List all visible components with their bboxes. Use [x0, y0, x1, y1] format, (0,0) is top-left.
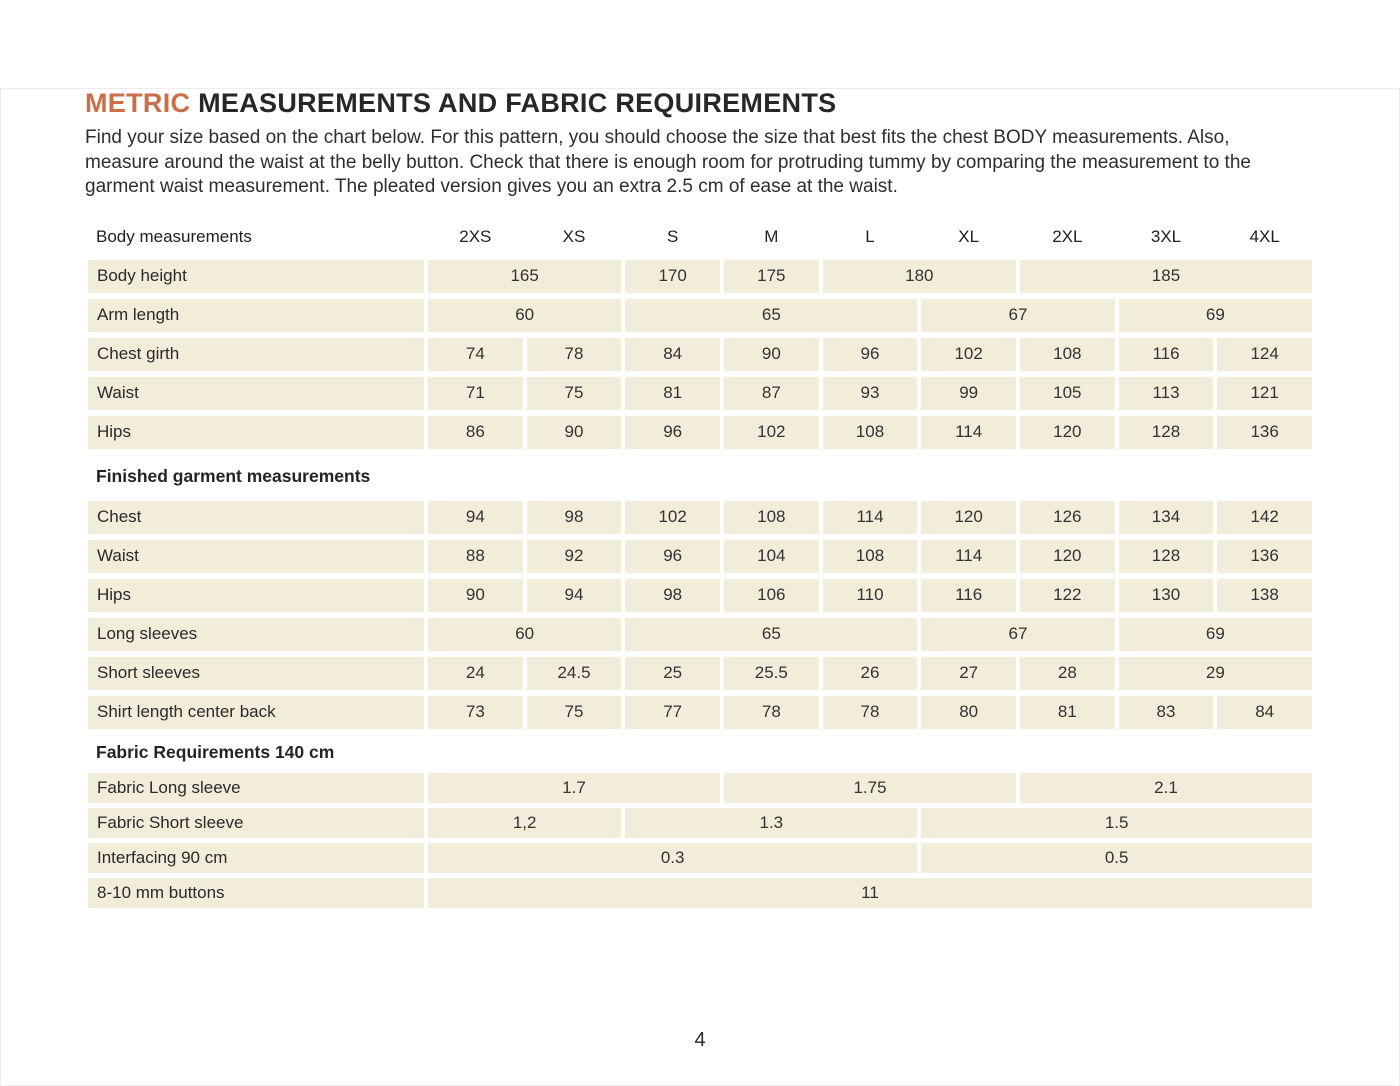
- value-cell: 90: [724, 338, 819, 371]
- value-cell: 113: [1119, 377, 1214, 410]
- value-cell: 128: [1119, 540, 1214, 573]
- value-cell: 105: [1020, 377, 1115, 410]
- value-cell: 124: [1217, 338, 1312, 371]
- value-cell: 26: [823, 657, 918, 690]
- row-label: Waist: [88, 540, 424, 573]
- row-label: Hips: [88, 579, 424, 612]
- value-cell: 108: [724, 501, 819, 534]
- value-cell: 77: [625, 696, 720, 729]
- value-cell: 84: [1217, 696, 1312, 729]
- value-cell: 96: [625, 416, 720, 449]
- table-section: [88, 773, 1312, 908]
- value-cell: 108: [1020, 338, 1115, 371]
- value-cell: 122: [1020, 579, 1115, 612]
- value-cell: 108: [823, 416, 918, 449]
- value-cell: 142: [1217, 501, 1312, 534]
- value-cell: 11: [428, 878, 1312, 908]
- value-cell: 114: [823, 501, 918, 534]
- row-label: Hips: [88, 416, 424, 449]
- row-label: Short sleeves: [88, 657, 424, 690]
- value-cell: 99: [921, 377, 1016, 410]
- value-cell: 0.3: [428, 843, 917, 873]
- value-cell: 185: [1020, 260, 1312, 293]
- value-cell: 106: [724, 579, 819, 612]
- value-cell: 88: [428, 540, 523, 573]
- value-cell: 25: [625, 657, 720, 690]
- value-cell: 73: [428, 696, 523, 729]
- value-cell: 1.3: [625, 808, 917, 838]
- value-cell: 65: [625, 618, 917, 651]
- value-cell: 2.1: [1020, 773, 1312, 803]
- value-cell: 67: [921, 299, 1114, 332]
- row-label: Chest girth: [88, 338, 424, 371]
- size-header-row: [88, 227, 1312, 247]
- value-cell: 84: [625, 338, 720, 371]
- column-header-size: S: [666, 226, 679, 246]
- value-cell: 121: [1217, 377, 1312, 410]
- row-label: Shirt length center back: [88, 696, 424, 729]
- value-cell: 120: [921, 501, 1016, 534]
- value-cell: 27: [921, 657, 1016, 690]
- value-cell: 98: [625, 579, 720, 612]
- value-cell: 138: [1217, 579, 1312, 612]
- value-cell: 108: [823, 540, 918, 573]
- column-header-size: 2XS: [459, 226, 492, 246]
- value-cell: 110: [823, 579, 918, 612]
- document-page: [0, 88, 1400, 1086]
- value-cell: 94: [428, 501, 523, 534]
- value-cell: 120: [1020, 540, 1115, 573]
- value-cell: 65: [625, 299, 917, 332]
- value-cell: 87: [724, 377, 819, 410]
- value-cell: 102: [724, 416, 819, 449]
- value-cell: 94: [527, 579, 622, 612]
- value-cell: 114: [921, 416, 1016, 449]
- value-cell: 86: [428, 416, 523, 449]
- intro-paragraph: Find your size based on the chart below. For this pattern, you should choose the size that best fits the chest BODY measurements. Also, measure around the waist at the belly button. Check that there is enough room for protruding tummy by comparing the measurement to the garment waist measurement. The pleated version gives you an extra 2.5 cm of ease at the waist.: [85, 127, 1251, 198]
- row-label: Body height: [88, 260, 424, 293]
- value-cell: 114: [921, 540, 1016, 573]
- value-cell: 130: [1119, 579, 1214, 612]
- row-label: Arm length: [88, 299, 424, 332]
- title-accent-word: METRIC: [85, 88, 191, 118]
- value-cell: 170: [625, 260, 720, 293]
- page-title: [85, 88, 1400, 119]
- size-chart-table: [88, 227, 1312, 908]
- value-cell: 29: [1119, 657, 1312, 690]
- value-cell: 28: [1020, 657, 1115, 690]
- value-cell: 67: [921, 618, 1114, 651]
- value-cell: 90: [527, 416, 622, 449]
- value-cell: 1.5: [921, 808, 1312, 838]
- value-cell: 75: [527, 696, 622, 729]
- value-cell: 25.5: [724, 657, 819, 690]
- value-cell: 116: [1119, 338, 1214, 371]
- value-cell: 98: [527, 501, 622, 534]
- row-label: Fabric Short sleeve: [88, 808, 424, 838]
- row-label: Waist: [88, 377, 424, 410]
- value-cell: 78: [823, 696, 918, 729]
- value-cell: 126: [1020, 501, 1115, 534]
- table-section: [88, 260, 1312, 449]
- row-label: 8-10 mm buttons: [88, 878, 424, 908]
- value-cell: 120: [1020, 416, 1115, 449]
- value-cell: 60: [428, 299, 621, 332]
- table-section: [88, 501, 1312, 729]
- value-cell: 104: [724, 540, 819, 573]
- section-title: Finished garment measurements: [96, 465, 371, 486]
- value-cell: 116: [921, 579, 1016, 612]
- value-cell: 74: [428, 338, 523, 371]
- value-cell: 60: [428, 618, 621, 651]
- value-cell: 24: [428, 657, 523, 690]
- column-header-size: 4XL: [1249, 226, 1280, 246]
- value-cell: 165: [428, 260, 621, 293]
- value-cell: 1.75: [724, 773, 1016, 803]
- column-header-body-measurements: Body measurements: [96, 226, 252, 246]
- value-cell: 136: [1217, 540, 1312, 573]
- value-cell: 78: [527, 338, 622, 371]
- column-header-size: L: [865, 226, 875, 246]
- value-cell: 75: [527, 377, 622, 410]
- column-header-size: XS: [562, 226, 586, 246]
- value-cell: 83: [1119, 696, 1214, 729]
- value-cell: 90: [428, 579, 523, 612]
- value-cell: 96: [823, 338, 918, 371]
- value-cell: 134: [1119, 501, 1214, 534]
- title-rest: MEASUREMENTS AND FABRIC REQUIREMENTS: [198, 88, 837, 118]
- column-header-size: 3XL: [1150, 226, 1182, 246]
- section-title: Fabric Requirements 140 cm: [96, 741, 335, 762]
- row-label: Fabric Long sleeve: [88, 773, 424, 803]
- column-header-size: XL: [958, 226, 980, 246]
- value-cell: 136: [1217, 416, 1312, 449]
- value-cell: 102: [625, 501, 720, 534]
- value-cell: 92: [527, 540, 622, 573]
- value-cell: 80: [921, 696, 1016, 729]
- row-label: Interfacing 90 cm: [88, 843, 424, 873]
- column-header-size: 2XL: [1052, 226, 1083, 246]
- value-cell: 71: [428, 377, 523, 410]
- value-cell: 1.7: [428, 773, 720, 803]
- value-cell: 81: [625, 377, 720, 410]
- value-cell: 0.5: [921, 843, 1312, 873]
- row-label: Chest: [88, 501, 424, 534]
- page-number: 4: [694, 1029, 706, 1051]
- value-cell: 93: [823, 377, 918, 410]
- value-cell: 81: [1020, 696, 1115, 729]
- value-cell: 175: [724, 260, 819, 293]
- value-cell: 1,2: [428, 808, 621, 838]
- row-label: Long sleeves: [88, 618, 424, 651]
- value-cell: 96: [625, 540, 720, 573]
- value-cell: 128: [1119, 416, 1214, 449]
- value-cell: 69: [1119, 299, 1312, 332]
- value-cell: 69: [1119, 618, 1312, 651]
- value-cell: 180: [823, 260, 1016, 293]
- column-header-size: M: [764, 226, 779, 246]
- value-cell: 24.5: [527, 657, 622, 690]
- value-cell: 78: [724, 696, 819, 729]
- value-cell: 102: [921, 338, 1016, 371]
